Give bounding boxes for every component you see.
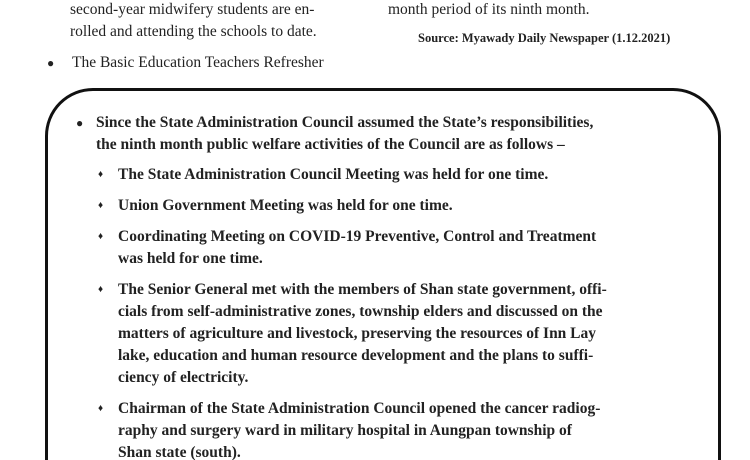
list-item (72, 279, 684, 389)
list-item-text: The Senior General met with the members of Shan state government, offi- cials from self-administrative zones, township elders and discussed on the matters of agriculture and livestock, preserving the resources of Inn Lay lake, education and human resource development and the plans to suffi- ciency of electricity. (118, 281, 607, 386)
list-item (72, 398, 684, 460)
list-item-text: Coordinating Meeting on COVID-19 Preventive, Control and Treatment was held for one time. (118, 228, 597, 267)
diamond-bullet-icon: ♦ (98, 403, 104, 414)
left-continuation-text: second-year midwifery students are en- rolled and attending the schools to date. (70, 1, 317, 40)
list-item-text: Union Government Meeting was held for one time. (118, 197, 453, 214)
list-item (72, 226, 684, 270)
list-item-text: Chairman of the State Administration Council opened the cancer radiog- raphy and surgery ward in military hospital in Aungpan township of Shan state (south). (118, 400, 601, 460)
box-content (72, 112, 684, 460)
diamond-bullet-icon: ♦ (98, 169, 104, 180)
list-item-text: The State Administration Council Meeting was held for one time. (118, 166, 549, 183)
left-bullet-text: The Basic Education Teachers Refresher (72, 54, 324, 71)
bullet-dot-icon: ● (47, 56, 55, 70)
box-lead-text: Since the State Administration Council assumed the State’s responsibilities, the ninth month public welfare activities of the Council are as follows – (96, 114, 594, 153)
left-bullet-item (30, 52, 370, 74)
activity-list (72, 164, 684, 460)
list-item (72, 195, 684, 217)
diamond-bullet-icon: ♦ (98, 284, 104, 295)
diamond-bullet-icon: ♦ (98, 231, 104, 242)
right-continuation-text: month period of its ninth month. (388, 1, 590, 18)
bullet-dot-icon: ● (76, 116, 84, 130)
list-item (72, 164, 684, 186)
diamond-bullet-icon: ♦ (98, 200, 104, 211)
source-citation: Source: Myawady Daily Newspaper (1.12.2021) (418, 31, 671, 45)
box-lead-item (72, 112, 684, 156)
